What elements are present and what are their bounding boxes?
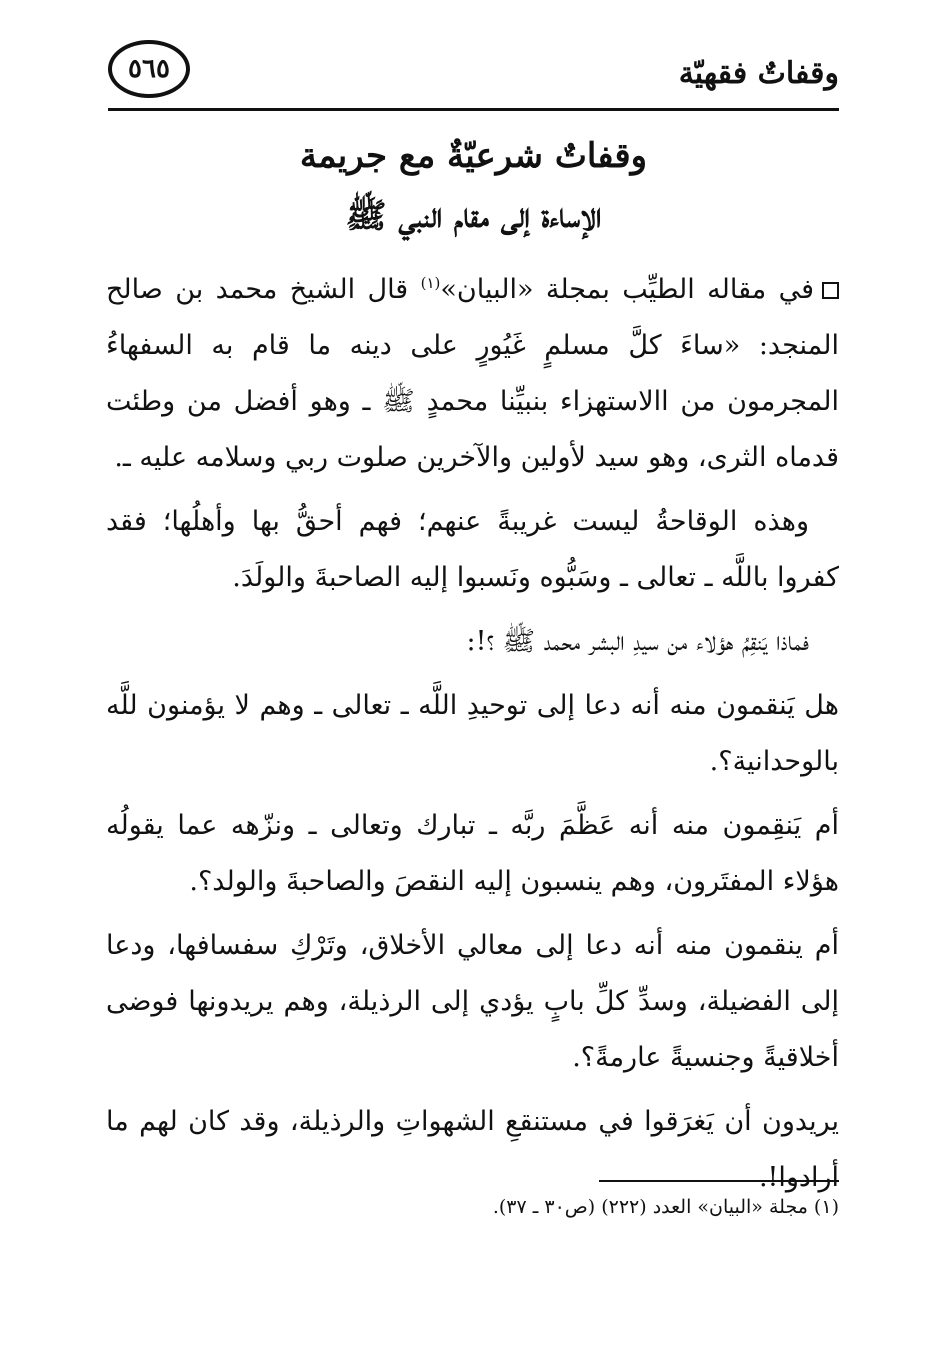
paragraph-4: هل يَنقمون منه أنه دعا إلى توحيدِ اللَّه ـ تعالى ـ وهم لا يؤمنون للَّه بالوحدانية؟. xyxy=(106,690,839,777)
running-title: وقفاتٌ فقهيّة xyxy=(678,56,839,91)
footnote: (١) مجلة «البيان» العدد (٢٢٢) (ص٣٠ ـ ٣٧). xyxy=(492,1196,839,1218)
body-text xyxy=(106,262,839,1214)
paragraph-2: وهذه الوقاحةُ ليست غريبةً عنهم؛ فهم أحقُّ بها وأهلُها؛ فقد كفروا باللَّه ـ تعالى ـ وسَبُّوه ونَسبوا إليه الصاحبةَ والولَدَ. xyxy=(106,506,839,593)
paragraph-7: يريدون أن يَغرَقوا في مستنقعِ الشهواتِ والرذيلة، وقد كان لهم ما أرادوا!. xyxy=(106,1106,839,1193)
chapter-subtitle: الإساءة إلى مقام النبي ﷺ xyxy=(345,196,602,236)
paragraph-1-lead: في مقاله الطيِّب بمجلة «البيان» xyxy=(440,274,814,305)
header-rule xyxy=(108,108,839,111)
title-block xyxy=(108,128,839,244)
paragraph-1-rest: قال الشيخ محمد بن صالح المنجد: «ساءَ كلَّ مسلمٍ غَيُورٍ على دينه ما قام به السفهاءُ المجرمون من االاستهزاء بنبيِّنا محمدٍ ﷺ ـ وهو أفضل من وطئت قدماه الثرى، وهو سيد لأولين والآخرين صلوت ربي وسلامه عليه ـ. xyxy=(106,274,839,473)
footnote-reference[interactable]: (١) xyxy=(420,274,441,292)
paragraph-6: أم ينقمون منه أنه دعا إلى معالي الأخلاق، وتَرْكِ سفسافها، ودعا إلى الفضيلة، وسدِّ كلِّ بابٍ يؤدي إلى الرذيلة، وهم يريدونها فوضى أخلاقيةً وجنسيةً عارمةً؟. xyxy=(106,930,839,1073)
page-number: ٥٦٥ xyxy=(128,54,170,84)
footnote-rule xyxy=(599,1180,839,1182)
chapter-title: وقفاتٌ شرعيّةٌ مع جريمة xyxy=(299,136,648,176)
running-header xyxy=(108,40,839,102)
paragraph-1 xyxy=(106,262,839,486)
square-bullet-icon xyxy=(822,282,839,299)
paragraph-5: أم يَنقِمون منه أنه عَظَّمَ ربَّه ـ تبارك وتعالى ـ ونزّهه عما يقولُه هؤلاء المفتَرون، وهم ينسبون إليه النقصَ والصاحبةَ والولد؟. xyxy=(106,810,839,897)
page-number-badge xyxy=(108,40,190,98)
paragraph-3: فماذا يَنقِمُ هؤلاء من سيدِ البشر محمد ﷺ ؟!: xyxy=(466,626,809,657)
